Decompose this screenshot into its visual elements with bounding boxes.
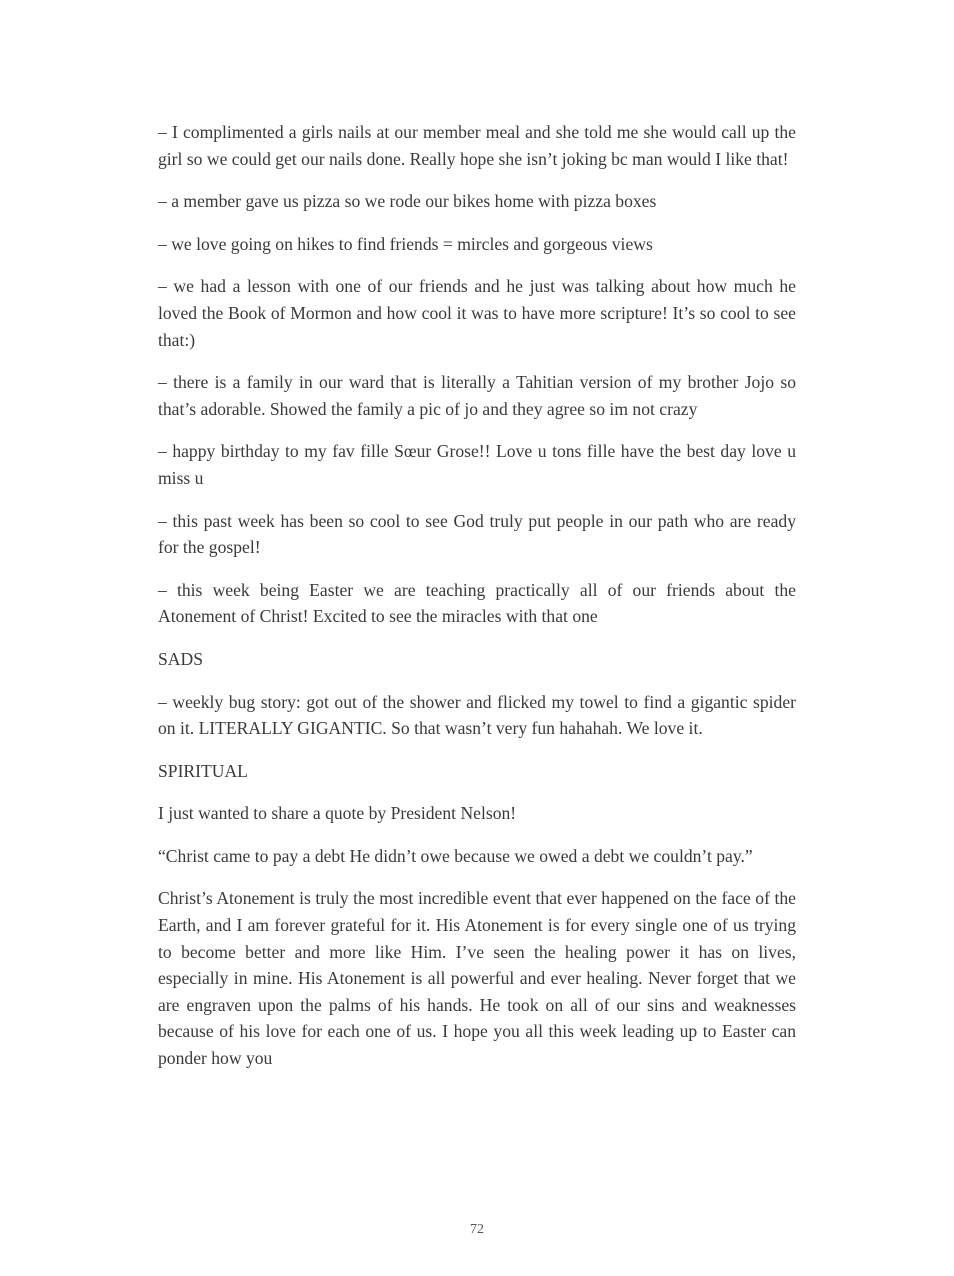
paragraph-nails: – I complimented a girls nails at our member meal and she told me she would call up the girl so we could get our nails done. Really hope she isn’t joking bc man would I like that! [158, 122, 796, 169]
paragraph-birthday: – happy birthday to my fav fille Sœur Grose!! Love u tons fille have the best day love u miss u [158, 441, 796, 488]
paragraph-atonement: Christ’s Atonement is truly the most incredible event that ever happened on the face of the Earth, and I am forever grateful for it. His Atonement is for every single one of us trying to become better and more like Him. I’ve seen the healing power it has on lives, especially in mine. His Atonement is all powerful and ever healing. Never forget that we are engraven upon the palms of his hands. He took on all of our sins and weaknesses because of his love for each one of us. I hope you all this week leading up to Easter can ponder how you [158, 888, 796, 1069]
paragraph-quote-intro: I just wanted to share a quote by President Nelson! [158, 803, 517, 824]
paragraph-quote: “Christ came to pay a debt He didn’t owe because we owed a debt we couldn’t pay.” [158, 845, 753, 866]
page-body [158, 119, 796, 1088]
section-heading-sads: SADS [158, 648, 203, 669]
page-number: 72 [470, 1222, 484, 1237]
paragraph-hikes: – we love going on hikes to find friends = mircles and gorgeous views [158, 233, 653, 254]
paragraph-easter: – this week being Easter we are teaching practically all of our friends about the Atonement of Christ! Excited to see the miracles with that one [158, 579, 796, 627]
paragraph-bug-story: – weekly bug story: got out of the shower and flicked my towel to find a gigantic spider on it. LITERALLY GIGANTIC. So that wasn’t very fun hahahah. We love it. [158, 691, 796, 739]
paragraph-lesson: – we had a lesson with one of our friends and he just was talking about how much he loved the Book of Mormon and how cool it was to have more scripture! It’s so cool to see that:) [158, 276, 796, 350]
section-heading-spiritual: SPIRITUAL [158, 760, 248, 781]
paragraph-family: – there is a family in our ward that is literally a Tahitian version of my brother Jojo so that’s adorable. Showed the family a pic of jo and they agree so im not crazy [158, 372, 796, 419]
paragraph-past-week: – this past week has been so cool to see God truly put people in our path who are ready for the gospel! [158, 510, 796, 558]
paragraph-pizza: – a member gave us pizza so we rode our bikes home with pizza boxes [158, 191, 657, 212]
